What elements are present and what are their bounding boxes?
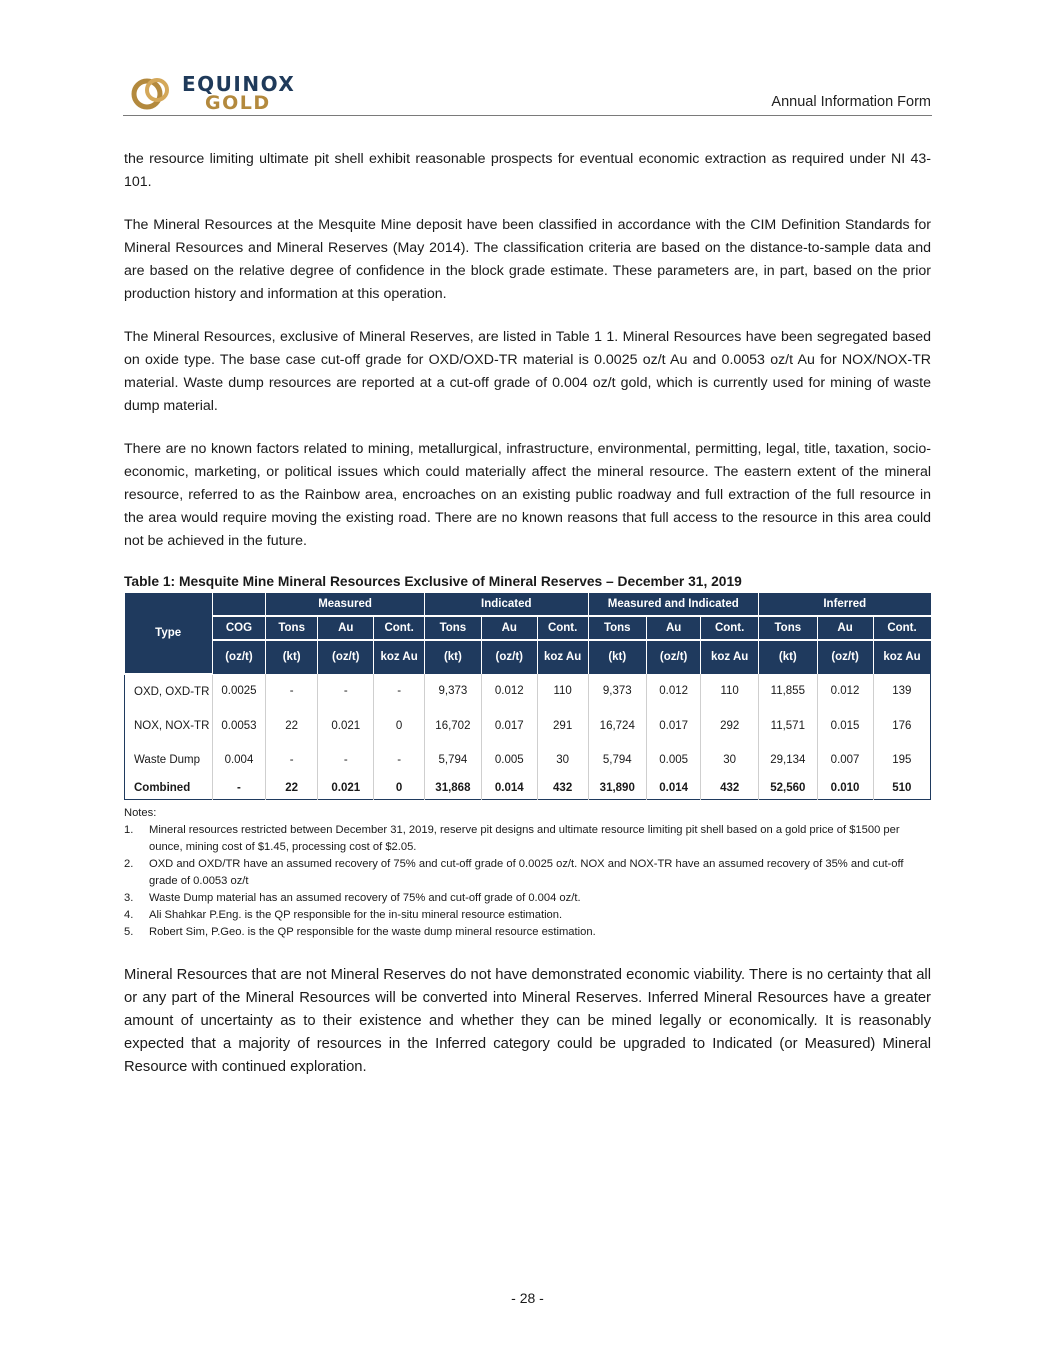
cog-header: COG xyxy=(212,616,265,640)
table-cell: 291 xyxy=(537,709,588,743)
note-text: Waste Dump material has an assumed recovery of 75% and cut-off grade of 0.004 oz/t. xyxy=(149,891,581,904)
sub-header-tons: Tons xyxy=(588,616,647,640)
table-row xyxy=(125,777,931,800)
page-number: - 28 - xyxy=(511,1290,544,1306)
table-cell: 110 xyxy=(701,674,759,709)
paragraph-4: There are no known factors related to mining, metallurgical, infrastructure, environmental, permitting, legal, title, taxation, socio-economic, marketing, or political issues which could materially affect the mineral resource. The eastern extent of the mineral resource, referred to as the Rainbow area, encroaches on an existing public roadway and full extraction of the full resource in the area would require moving the existing road. There are no known reasons that full access to the resource in this area could not be achieved in the future. xyxy=(124,441,931,549)
table-cell: 176 xyxy=(873,709,930,743)
table-cell: 0.012 xyxy=(647,674,701,709)
unit-header-tons: (kt) xyxy=(759,640,818,674)
table-cell: 0.021 xyxy=(318,777,374,800)
table-cell: 9,373 xyxy=(588,674,647,709)
table-title: Table 1: Mesquite Mine Mineral Resources Exclusive of Mineral Reserves – December 31, 2019 xyxy=(124,574,742,589)
table-cell: 16,724 xyxy=(588,709,647,743)
unit-header-cont: koz Au xyxy=(374,640,425,674)
equinox-gold-logo xyxy=(130,70,300,116)
equinox-logo-mark-icon xyxy=(130,72,174,114)
logo-word-equinox: EQUINOX xyxy=(182,72,296,96)
table-cell: - xyxy=(212,777,265,800)
table-cell: 31,868 xyxy=(425,777,482,800)
table-cell: 0.004 xyxy=(212,743,265,777)
table-cell: - xyxy=(266,674,318,709)
table-cell: 22 xyxy=(266,709,318,743)
note-text: Ali Shahkar P.Eng. is the QP responsible for the in-situ mineral resource estimation. xyxy=(149,908,563,921)
table-cell: - xyxy=(266,743,318,777)
sub-header-au: Au xyxy=(481,616,537,640)
table-cell: 5,794 xyxy=(425,743,482,777)
table-cell: - xyxy=(374,674,425,709)
table-cell: 110 xyxy=(537,674,588,709)
note-item: 5. Robert Sim, P.Geo. is the QP responsible for the waste dump mineral resource estimation. xyxy=(124,925,596,938)
row-type-cell: Waste Dump xyxy=(134,753,201,766)
note-text: OXD and OXD/TR have an assumed recovery of 75% and cut-off grade of 0.0025 oz/t. NOX and NOX-TR have an assumed recovery of 35% and cut-off grade of 0.0053 oz/t xyxy=(149,857,904,887)
sub-header-tons: Tons xyxy=(425,616,482,640)
table-cell: 0.017 xyxy=(647,709,701,743)
final-paragraph: Mineral Resources that are not Mineral Reserves do not have demonstrated economic viability. There is no certainty that all or any part of the Mineral Resources will be converted into Mineral Reserves. Inferred Mineral Resources have a greater amount of uncertainty as to their existence and whether they can be mined legally or economically. It is reasonably expected that a majority of resources in the Inferred category could be upgraded to Indicated (or Measured) Mineral Resource with continued exploration. xyxy=(124,966,931,1075)
table-cell: 432 xyxy=(537,777,588,800)
table-cell: 30 xyxy=(537,743,588,777)
table-cell: 0.005 xyxy=(647,743,701,777)
table-notes xyxy=(124,805,931,941)
unit-header-tons: (kt) xyxy=(588,640,647,674)
unit-header-au: (oz/t) xyxy=(481,640,537,674)
note-text: Mineral resources restricted between December 31, 2019, reserve pit designs and ultimate resource limiting pit shell based on a gold price of $1500 per ounce, mining cost of $1.45, processing cost of $2.05. xyxy=(149,823,900,853)
table-cell: - xyxy=(374,743,425,777)
table-cell: 0 xyxy=(374,709,425,743)
table-cell: 195 xyxy=(873,743,930,777)
unit-header-au: (oz/t) xyxy=(318,640,374,674)
unit-header-tons: (kt) xyxy=(266,640,318,674)
table-cell: 0.015 xyxy=(817,709,873,743)
table-cell: 0.0053 xyxy=(212,709,265,743)
type-header: Type xyxy=(125,593,213,674)
table-cell: 510 xyxy=(873,777,930,800)
cog-unit: (oz/t) xyxy=(212,640,265,674)
paragraph-1: the resource limiting ultimate pit shell exhibit reasonable prospects for eventual economic extraction as required under NI 43-101. xyxy=(124,151,931,190)
table-cell: 0.007 xyxy=(817,743,873,777)
sub-header-cont: Cont. xyxy=(873,616,930,640)
row-type-cell: OXD, OXD-TR xyxy=(134,685,210,698)
unit-header-au: (oz/t) xyxy=(647,640,701,674)
row-type-cell: Combined xyxy=(134,781,191,794)
note-item: 2. OXD and OXD/TR have an assumed recovery of 75% and cut-off grade of 0.0025 oz/t. NOX and NOX-TR have an assumed recovery of 35% and cut-off grade of 0.0053 oz/t xyxy=(124,857,904,887)
table-cell: 0.021 xyxy=(318,709,374,743)
group-header-indicated: Indicated xyxy=(425,593,589,616)
table-cell: 139 xyxy=(873,674,930,709)
sub-header-tons: Tons xyxy=(759,616,818,640)
table-cell: 30 xyxy=(701,743,759,777)
cog-group-header xyxy=(212,593,265,616)
table-cell: 432 xyxy=(701,777,759,800)
table-cell: 0.012 xyxy=(817,674,873,709)
table-cell: 292 xyxy=(701,709,759,743)
table-cell: - xyxy=(318,674,374,709)
unit-header-cont: koz Au xyxy=(873,640,930,674)
table-cell: 0.017 xyxy=(481,709,537,743)
note-item: 3. Waste Dump material has an assumed recovery of 75% and cut-off grade of 0.004 oz/t. xyxy=(124,891,581,904)
group-header-inferred: Inferred xyxy=(759,593,931,616)
table-cell: 0.012 xyxy=(481,674,537,709)
header-title: Annual Information Form xyxy=(771,94,931,110)
table-cell: 52,560 xyxy=(759,777,818,800)
sub-header-cont: Cont. xyxy=(537,616,588,640)
table-cell: 22 xyxy=(266,777,318,800)
sub-header-au: Au xyxy=(647,616,701,640)
sub-header-au: Au xyxy=(817,616,873,640)
group-header-measured: Measured xyxy=(266,593,425,616)
table-cell: - xyxy=(318,743,374,777)
unit-header-cont: koz Au xyxy=(701,640,759,674)
sub-header-tons: Tons xyxy=(266,616,318,640)
table-row xyxy=(125,674,931,709)
table-cell: 16,702 xyxy=(425,709,482,743)
unit-header-cont: koz Au xyxy=(537,640,588,674)
page-content xyxy=(124,148,931,1079)
note-item: 1. Mineral resources restricted between December 31, 2019, reserve pit designs and ultimate resource limiting pit shell based on a gold price of $1500 per ounce, mining cost of $1.45, processing cost of $2.05. xyxy=(124,823,900,853)
mineral-resources-table xyxy=(124,593,931,800)
table-cell: 5,794 xyxy=(588,743,647,777)
table-cell: 0.010 xyxy=(817,777,873,800)
paragraph-3: The Mineral Resources, exclusive of Mineral Reserves, are listed in Table 1 1. Mineral Resources have been segregated based on oxide type. The base case cut-off grade for OXD/OXD-TR material is 0.0025 oz/t Au and 0.0053 oz/t Au for NOX/NOX-TR material. Waste dump resources are reported at a cut-off grade of 0.004 oz/t gold, which is currently used for mining of waste dump material. xyxy=(124,329,931,414)
sub-header-au: Au xyxy=(318,616,374,640)
sub-header-cont: Cont. xyxy=(374,616,425,640)
notes-label: Notes: xyxy=(124,806,157,819)
sub-header-cont: Cont. xyxy=(701,616,759,640)
note-text: Robert Sim, P.Geo. is the QP responsible for the waste dump mineral resource estimation. xyxy=(149,925,596,938)
table-cell: 0 xyxy=(374,777,425,800)
unit-header-au: (oz/t) xyxy=(817,640,873,674)
table-cell: 11,855 xyxy=(759,674,818,709)
table-cell: 11,571 xyxy=(759,709,818,743)
unit-header-tons: (kt) xyxy=(425,640,482,674)
table-cell: 0.014 xyxy=(647,777,701,800)
note-item: 4. Ali Shahkar P.Eng. is the QP responsible for the in-situ mineral resource estimation. xyxy=(124,908,563,921)
table-cell: 0.014 xyxy=(481,777,537,800)
group-header-measured-indicated: Measured and Indicated xyxy=(588,593,759,616)
row-type-cell: NOX, NOX-TR xyxy=(134,719,210,732)
table-row xyxy=(125,709,931,743)
table-row xyxy=(125,743,931,777)
table-cell: 31,890 xyxy=(588,777,647,800)
header-divider xyxy=(123,115,932,116)
table-cell: 0.005 xyxy=(481,743,537,777)
table-cell: 9,373 xyxy=(425,674,482,709)
table-cell: 29,134 xyxy=(759,743,818,777)
paragraph-2: The Mineral Resources at the Mesquite Mine deposit have been classified in accordance with the CIM Definition Standards for Mineral Resources and Mineral Reserves (May 2014). The classification criteria are based on the distance-to-sample data and are based on the relative degree of confidence in the block grade estimate. These parameters are, in part, based on the prior production history and information at this operation. xyxy=(124,217,931,302)
logo-word-gold: GOLD xyxy=(205,92,271,114)
table-cell: 0.0025 xyxy=(212,674,265,709)
